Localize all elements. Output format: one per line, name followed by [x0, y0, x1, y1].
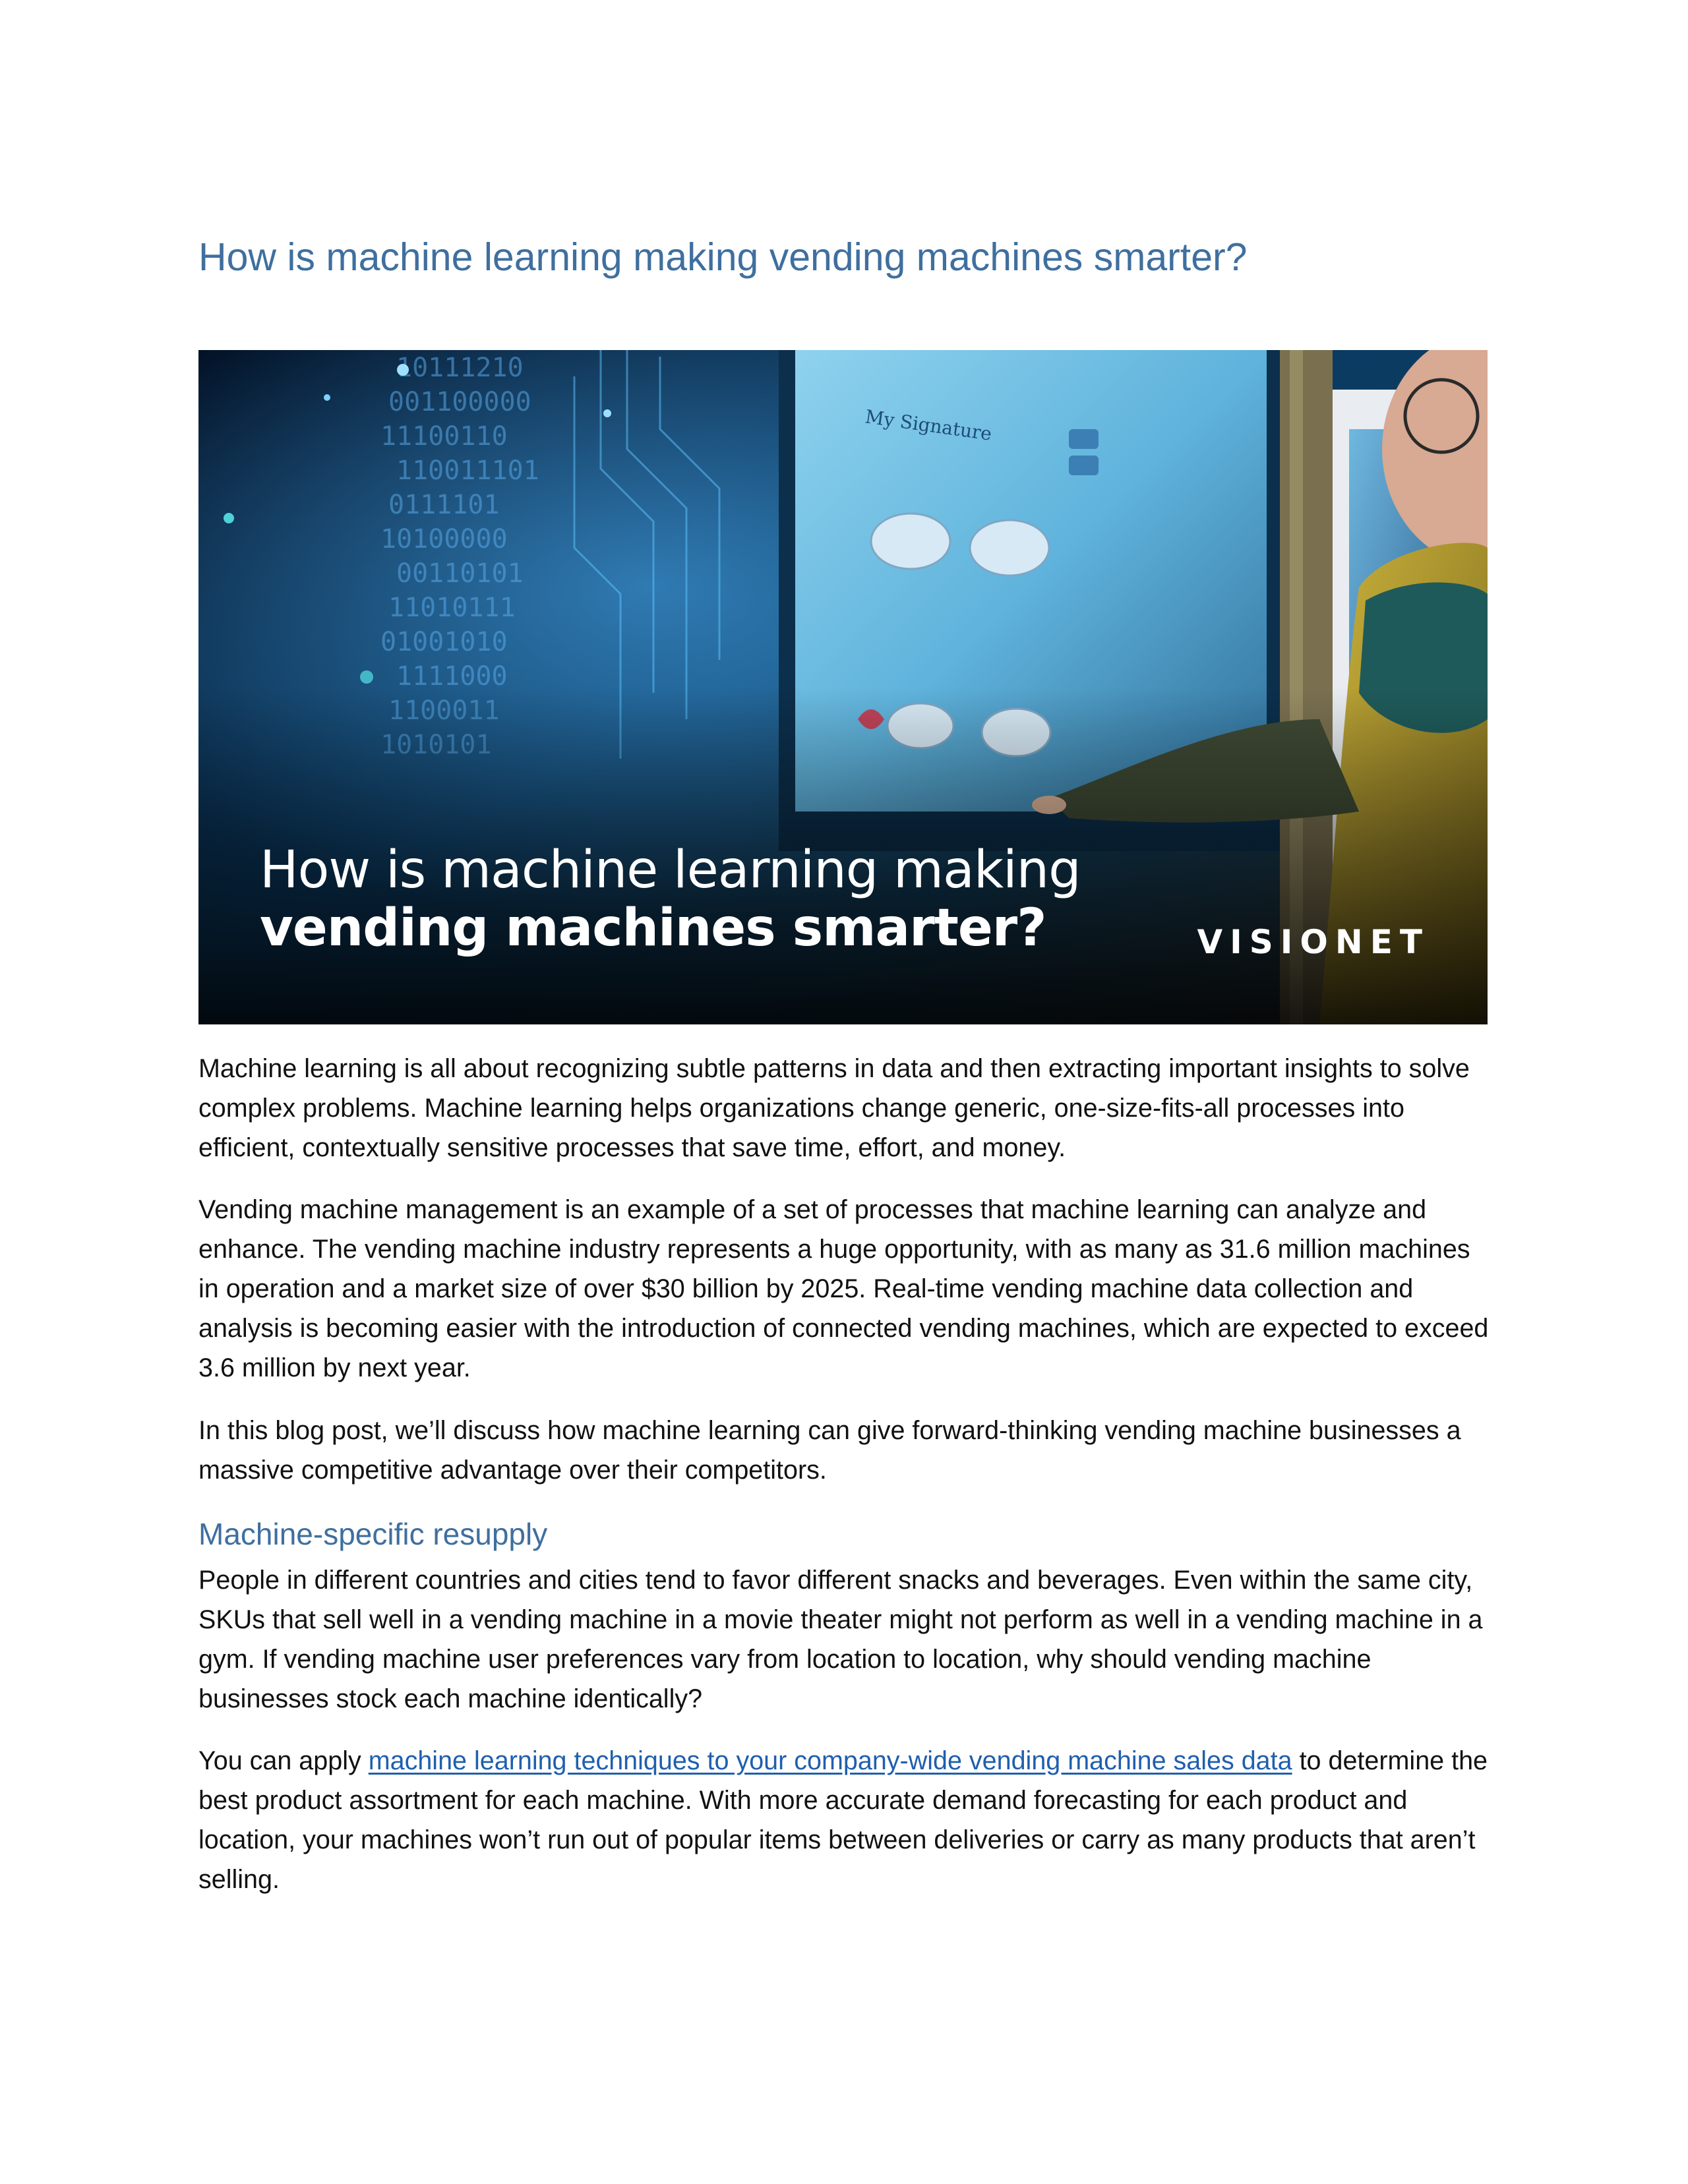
hero-image	[198, 350, 1488, 1024]
ml-techniques-link[interactable]: machine learning techniques to your company-wide vending machine sales data	[368, 1746, 1292, 1775]
paragraph-prefix: You can apply	[198, 1746, 369, 1775]
article-title: How is machine learning making vending machines smarter?	[198, 235, 1248, 279]
hero-headline	[260, 841, 1081, 957]
paragraph-apply-ml	[198, 1741, 1491, 1899]
paragraph-suffix: to determine the best product assortment for each machine. With more accurate demand forecasting for each product and location, your machines won’t run out of popular items between deliveries or carry as many products that aren’t selling.	[198, 1746, 1488, 1894]
brand-logo: VISIONET	[1197, 923, 1430, 961]
paragraph-industry: Vending machine management is an example of a set of processes that machine learning can analyze and enhance. The vending machine industry represents a huge opportunity, with as many as 31.6 million machines in operation and a market size of over $30 billion by 2025. Real-time vending machine data collection and analysis is becoming easier with the introduction of connected vending machines, which are expected to exceed 3.6 million by next year.	[198, 1195, 1489, 1382]
hero-headline-line2: vending machines smarter?	[260, 899, 1046, 958]
hero-headline-line1: How is machine learning making	[260, 841, 1081, 900]
paragraph-blog-purpose: In this blog post, we’ll discuss how machine learning can give forward-thinking vending machine businesses a massive competitive advantage over their competitors.	[198, 1416, 1461, 1485]
section-heading: Machine-specific resupply	[198, 1517, 548, 1551]
paragraph-intro: Machine learning is all about recognizing subtle patterns in data and then extracting important insights to solve complex problems. Machine learning helps organizations change generic, one-size-fits-all processes into efficient, contextually sensitive processes that save time, effort, and money.	[198, 1054, 1470, 1162]
paragraph-preferences: People in different countries and cities tend to favor different snacks and beverages. Even within the same city, SKUs that sell well in a vending machine in a movie theater might not perform as well in a vending machine in a gym. If vending machine user preferences vary from location to location, why should vending machine businesses stock each machine identically?	[198, 1566, 1483, 1713]
